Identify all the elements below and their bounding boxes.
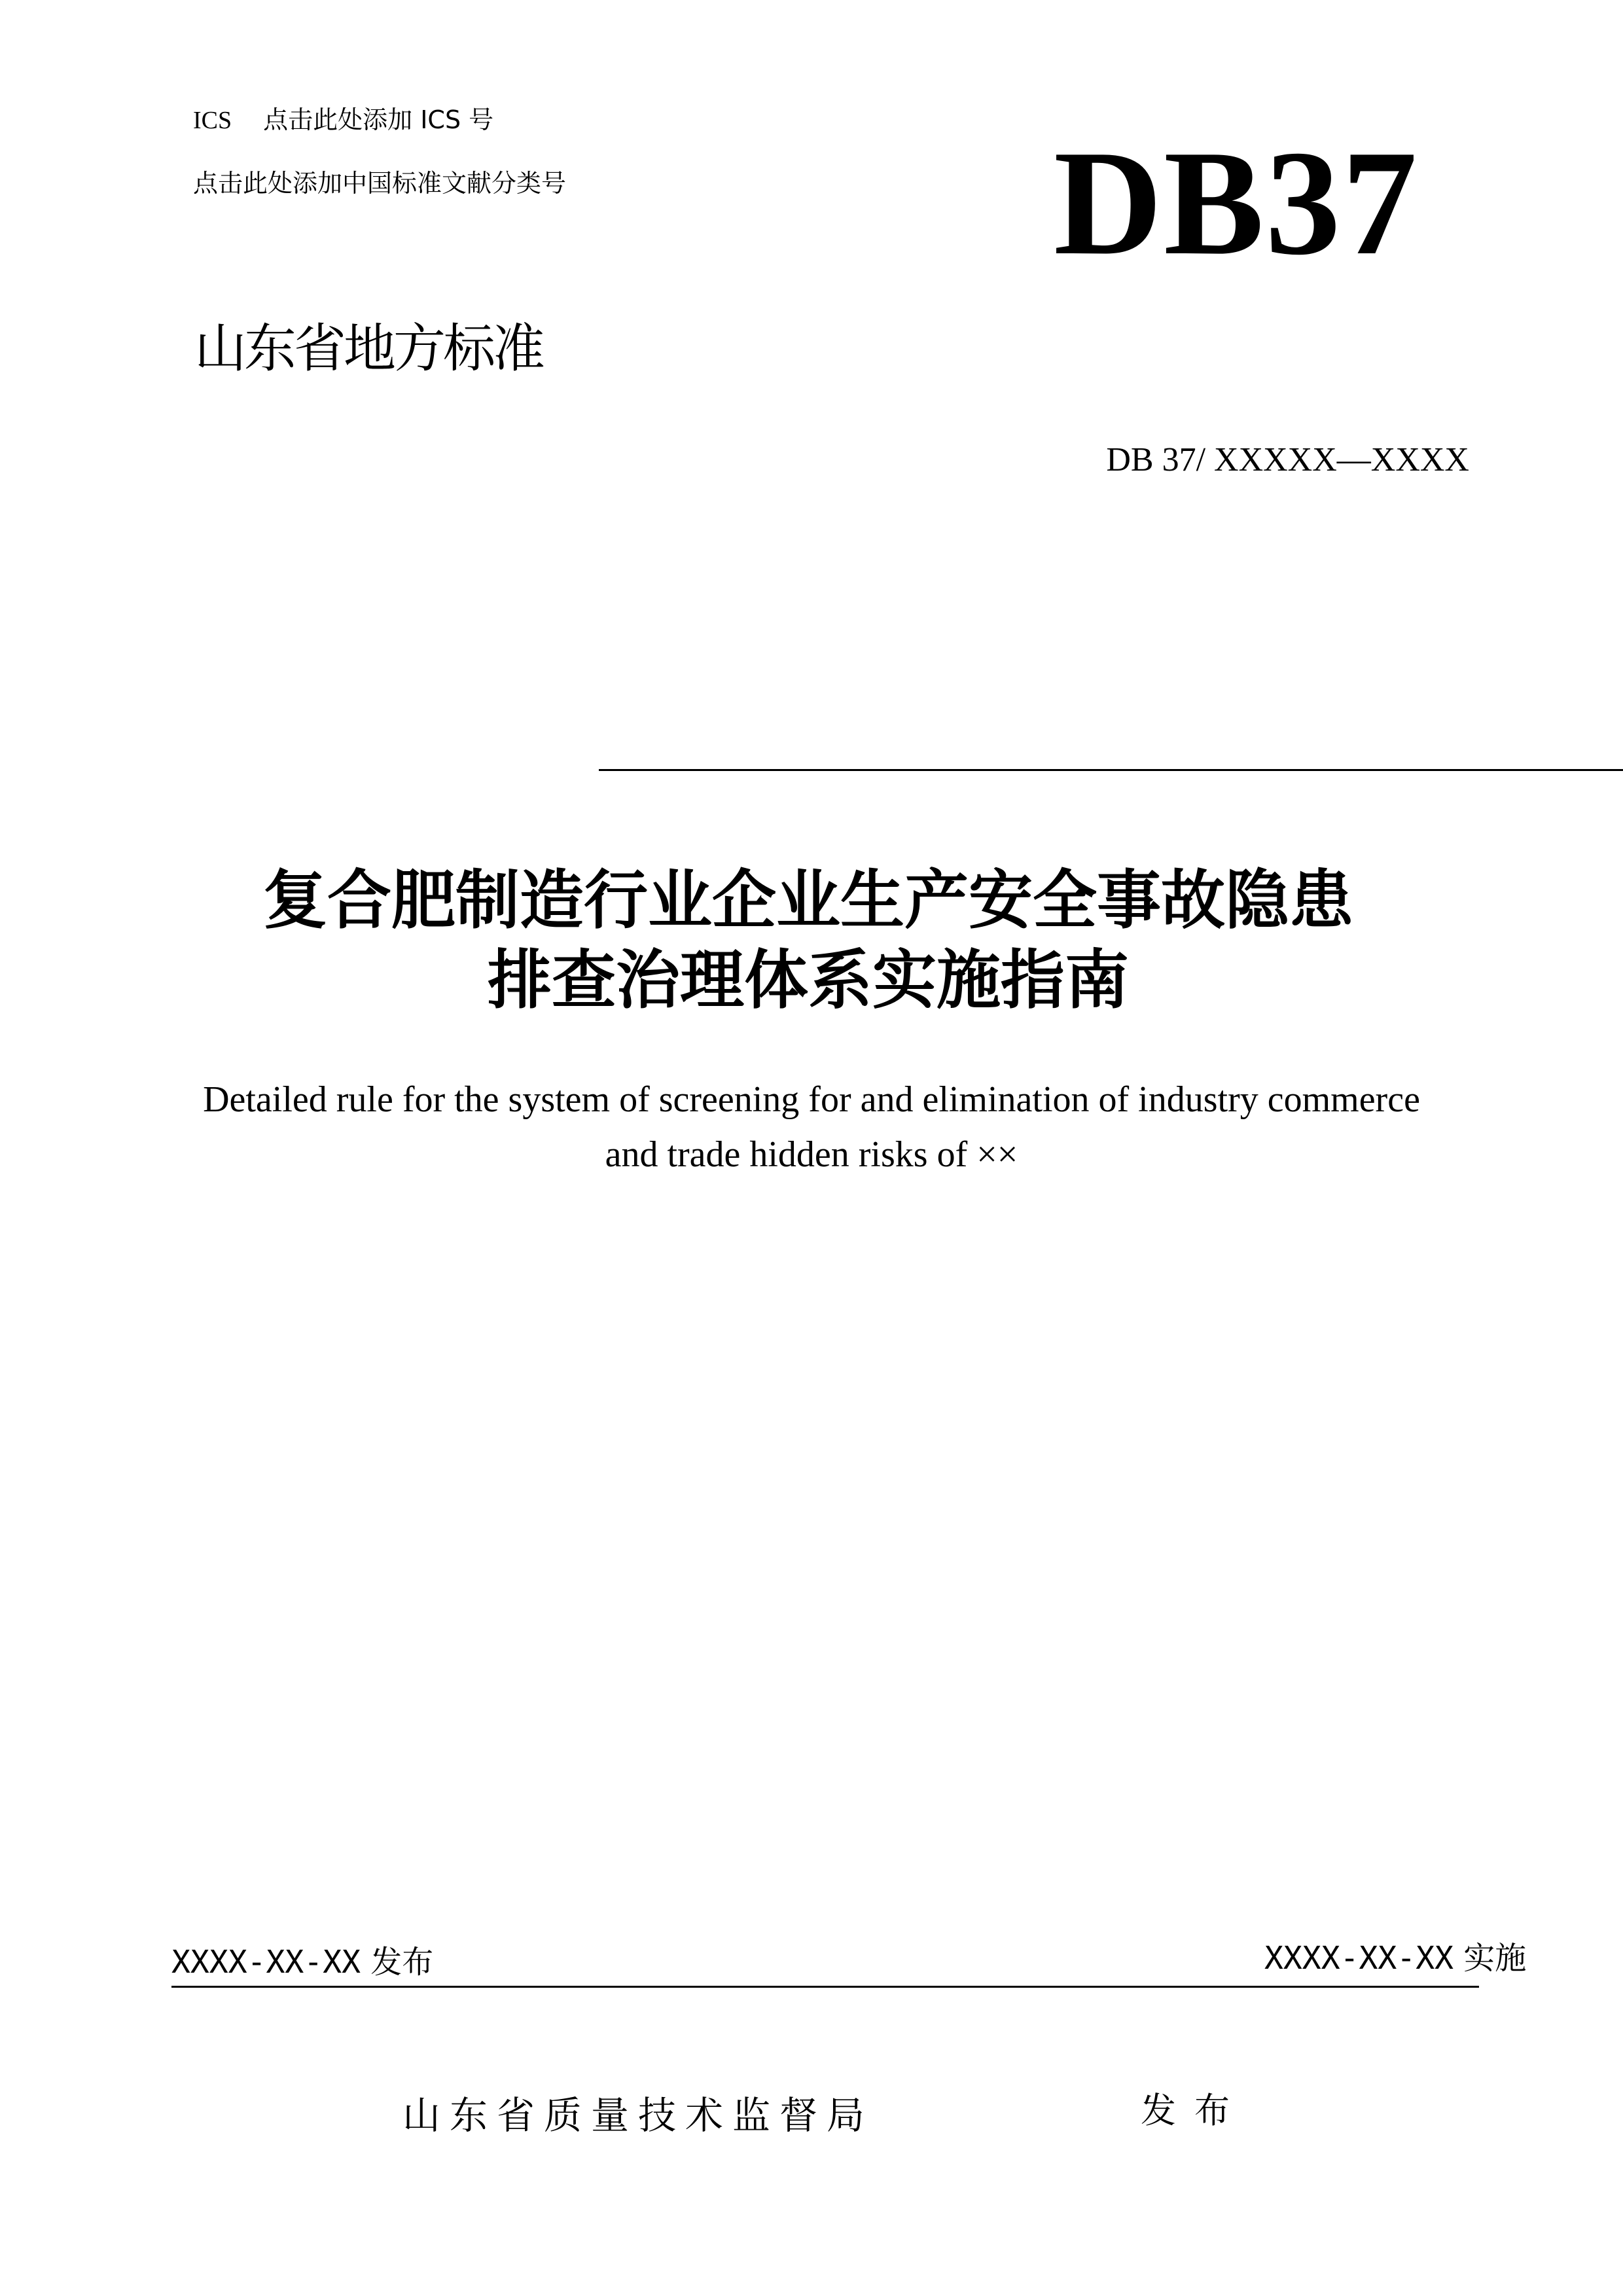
ics-prefix: ICS (193, 107, 232, 134)
issuer-name: 山东省质量技术监督局 (402, 2093, 874, 2138)
title-cn-line1: 复合肥制造行业企业生产安全事故隐患 (262, 863, 1353, 938)
publish-date-line (171, 1943, 433, 1982)
effective-date-line (1264, 1939, 1526, 1978)
publish-date: XXXX-XX-XX (171, 1944, 361, 1981)
title-en-line1: Detailed rule for the system of screening for and elimination of industry commerce (203, 1079, 1420, 1120)
ics-line (193, 103, 493, 137)
top-divider (599, 769, 1623, 771)
effective-label: 实施 (1463, 1940, 1527, 1977)
ics-placeholder[interactable]: 点击此处添加 ICS 号 (263, 105, 494, 134)
db-mark: DB37 (1054, 119, 1419, 286)
title-en-line2: and trade hidden risks of ×× (605, 1134, 1018, 1175)
standard-number: DB 37/ XXXXX—XXXX (1106, 441, 1469, 478)
effective-date: XXXX-XX-XX (1264, 1940, 1454, 1977)
issue-word: 发布 (1141, 2090, 1248, 2131)
local-standard-label: 山东省地方标准 (194, 318, 543, 379)
title-cn-line2: 排查治理体系实施指南 (487, 943, 1129, 1018)
publish-label: 发布 (370, 1944, 434, 1981)
bottom-divider (171, 1986, 1479, 1988)
ccs-placeholder[interactable]: 点击此处添加中国标准文献分类号 (193, 169, 567, 198)
